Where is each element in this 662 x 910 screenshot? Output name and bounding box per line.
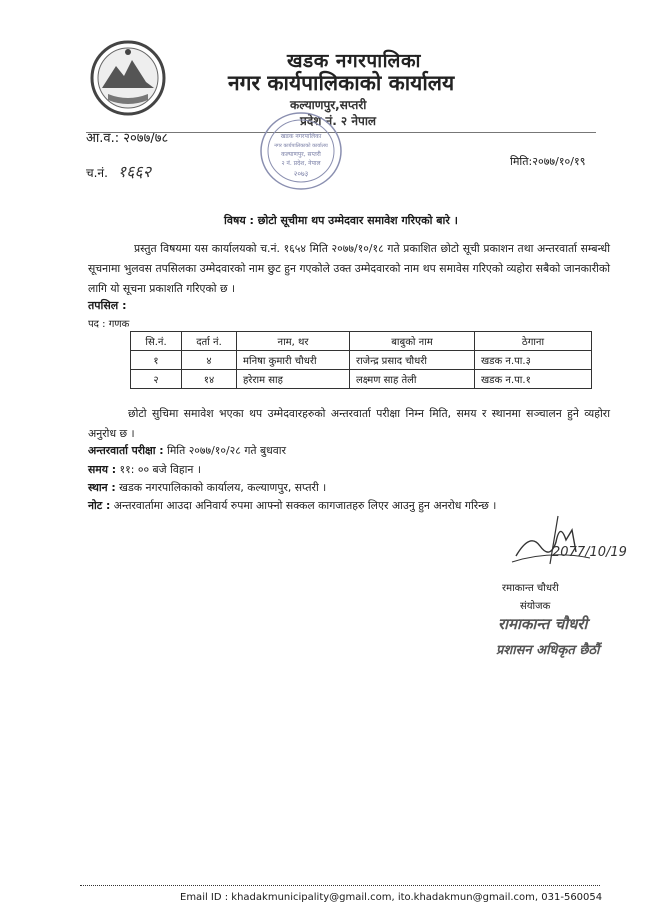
table-cell: हरेराम साह — [237, 370, 350, 389]
fiscal-year: आ.व.: २०७७/७८ — [86, 131, 169, 146]
interview-place-line — [88, 480, 326, 495]
chalani-number — [86, 160, 151, 182]
letter-subject: विषय : छोटो सूचीमा थप उम्मेदवार समावेश गरिएको बारे । — [224, 214, 458, 227]
table-cell: मनिषा कुमारी चौधरी — [237, 351, 350, 370]
time-value: ११: ०० बजे विहान । — [116, 463, 201, 476]
table-cell: राजेन्द्र प्रसाद चौधरी — [350, 351, 475, 370]
signatory-role: संयोजक — [520, 601, 551, 612]
place-value: खडक नगरपालिकाको कार्यालय, कल्याणपुर, सप्तरी । — [115, 481, 327, 494]
place-label: स्थान : — [88, 481, 116, 494]
title-seal: प्रशासन अधिकृत छैठौं — [496, 643, 600, 658]
chalani-handwritten-number: १६६२ — [117, 162, 152, 181]
chalani-label: च.नं. — [86, 166, 108, 180]
signature-date: 2077/10/19 — [552, 545, 627, 560]
note-label: नोट : — [88, 499, 111, 512]
table-header-row — [131, 332, 592, 351]
table-header-cell: सि.नं. — [131, 332, 182, 351]
name-seal: रामाकान्त चौधरी — [498, 615, 588, 633]
time-label: समय : — [88, 463, 117, 476]
footer-divider — [80, 885, 600, 886]
stamp-text-3: कल्याणपुर, सप्तरी — [281, 151, 321, 158]
org-name-line1: खडक नगरपालिका — [287, 50, 421, 72]
table-row — [131, 351, 592, 370]
org-address: कल्याणपुर,सप्तरी — [290, 98, 367, 112]
interview-note-line — [88, 498, 496, 513]
stamp-text-1: खडक नगरपालिका — [280, 133, 322, 140]
table-row — [131, 370, 592, 389]
exam-value: मिति २०७७/१०/२८ गते बुधवार — [163, 444, 286, 457]
stamp-text-5: २०७३ — [293, 170, 309, 178]
candidate-table — [130, 331, 592, 389]
interview-exam-line — [88, 443, 286, 458]
stamp-text-4: २ नं. प्रदेश, नेपाल — [281, 160, 321, 167]
details-label: तपसिल : — [88, 299, 127, 312]
table-cell: २ — [131, 370, 182, 389]
table-header-cell: बाबुको नाम — [350, 332, 475, 351]
table-cell: १४ — [182, 370, 237, 389]
body-paragraph-1: प्रस्तुत विषयमा यस कार्यालयको च.नं. १६५४ मिति २०७७/१०/१८ गते प्रकाशित छोटो सूची प्रकाशन तथा अन्तरवार्ता सम्बन्धी सूचनामा भुलवस तपसिलका उम्मेदवारको नाम छुट हुन गएकोले उक्त उम्मेदवारको नाम थप समावेस गरिएको व्यहोरा सबैको जानकारीको लागि यो सूचना प्रकाशति गरिएको छ । — [88, 242, 610, 295]
signatory-name: रमाकान्त चौधरी — [502, 583, 559, 594]
table-header-cell: दर्ता नं. — [182, 332, 237, 351]
table-header-cell: नाम, थर — [237, 332, 350, 351]
table-cell: १ — [131, 351, 182, 370]
interview-time-line — [88, 462, 201, 477]
table-cell: खडक न.पा.३ — [475, 351, 592, 370]
nepal-emblem-logo — [88, 38, 168, 118]
handwritten-signature — [510, 512, 627, 572]
org-province: प्रदेश नं. २ नेपाल — [300, 114, 377, 128]
note-value: अन्तरवार्तामा आउदा अनिवार्य रुपमा आफ्नो सक्कल कागजातहरु लिएर आउनु हुन अनरोध गरिन्छ । — [110, 499, 497, 512]
exam-label: अन्तरवार्ता परीक्षा : — [88, 444, 164, 457]
stamp-text-2: नगर कार्यपालिकाको कार्यालय — [274, 143, 328, 149]
table-cell: लक्ष्मण साह तेली — [350, 370, 475, 389]
office-stamp — [258, 108, 344, 194]
org-name-line2: नगर कार्यपालिकाको कार्यालय — [228, 71, 455, 95]
table-cell: खडक न.पा.१ — [475, 370, 592, 389]
table-cell: ४ — [182, 351, 237, 370]
post-label: पद : गणक — [88, 319, 130, 330]
footer-contact: Email ID : khadakmunicipality@gmail.com, ito.khadakmun@gmail.com, 031-560054 — [180, 892, 603, 903]
letter-date: मिति:२०७७/१०/१९ — [510, 155, 586, 168]
body-paragraph-2: छोटो सुचिमा समावेश भएका थप उम्मेदवारहरुको अन्तरवार्ता परीक्षा निम्न मिति, समय र स्थानमा सञ्चालन हुने व्यहोरा अनुरोध छ । — [88, 407, 610, 440]
table-header-cell: ठेगाना — [475, 332, 592, 351]
